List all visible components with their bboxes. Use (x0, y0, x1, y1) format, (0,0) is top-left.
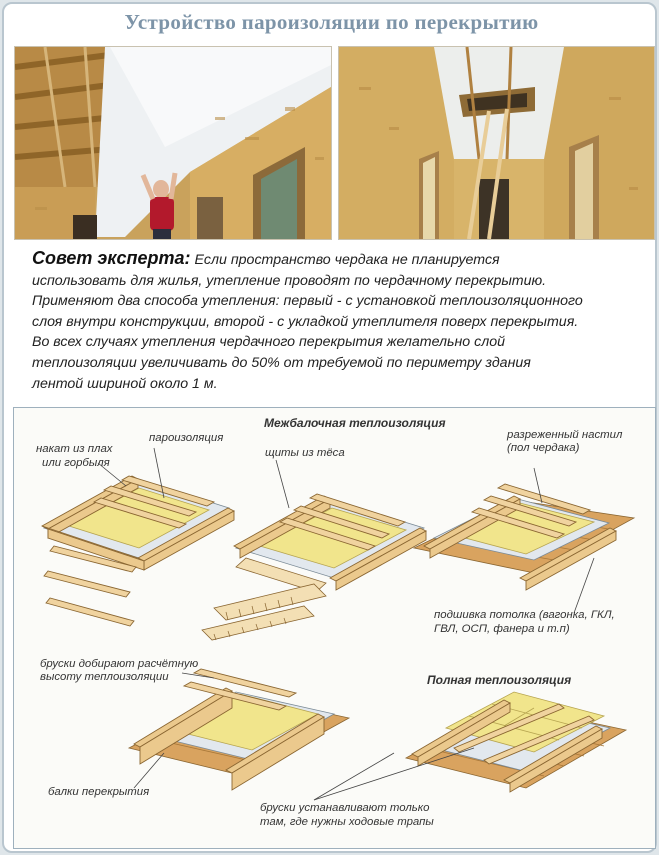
label-beams: балки перекрытия (48, 786, 150, 798)
advice-text-1: Если пространство чердака не планируется (194, 252, 500, 268)
page-frame (2, 2, 657, 853)
scheme-sparse-floor (414, 484, 634, 590)
advice-line-1 (32, 248, 642, 271)
scheme-boards (202, 494, 426, 640)
label-sparse-floor-2: (пол чердака) (507, 442, 580, 454)
page-title: Устройство пароизоляции по перекрытию (124, 10, 539, 34)
label-vapor-barrier: пароизоляция (149, 432, 224, 444)
label-bars-height-2: высоту теплоизоляции (40, 671, 169, 683)
photo-attic-hatch-corridor-image (339, 47, 654, 239)
advice-text-6: теплоизоляции увеличивать до 50% от требуемой по периметру здания (32, 354, 531, 371)
section-full-title: Полная теплоизоляция (427, 673, 572, 687)
expert-advice (32, 248, 642, 394)
photo-vapor-barrier-installation-image (15, 47, 331, 239)
label-bars-walkway-1: бруски устанавливают только (260, 802, 430, 814)
advice-text-5: Во всех случаях утепления чердачного перекрытия желательно слой (32, 334, 506, 351)
advice-text-7: лентой шириной около 1 м. (32, 375, 218, 392)
label-ceiling-lining-2: ГВЛ, ОСП, фанера и т.п) (434, 623, 570, 635)
insulation-diagram (13, 407, 656, 849)
advice-text-3: Применяют два способа утепления: первый - с установкой теплоизоляционного (32, 293, 583, 310)
label-sparse-floor-1: разреженный настил (507, 429, 623, 441)
scheme-planks (42, 476, 234, 626)
section-interbeam-title: Межбалочная теплоизоляция (264, 416, 446, 430)
label-planks-2: или горбыля (42, 457, 110, 469)
label-bars-height-1: бруски добирают расчётную (40, 658, 199, 670)
advice-text-4: слоя внутри конструкции, второй - с укладкой утеплителя поверх перекрытия. (32, 313, 579, 330)
label-boards: щиты из тёса (265, 447, 345, 459)
scheme-bars-height (129, 669, 349, 790)
scheme-full (406, 692, 626, 792)
photo-attic-hatch-corridor (338, 46, 655, 240)
advice-text-2: использовать для жилья, утепление проводят по чердачному перекрытию. (32, 272, 547, 289)
label-bars-walkway-2: там, где нужны ходовые трапы (260, 816, 434, 828)
advice-lead: Совет эксперта: (32, 248, 191, 268)
photo-vapor-barrier-installation (14, 46, 332, 240)
label-ceiling-lining-1: подшивка потолка (вагонка, ГКЛ, (434, 609, 615, 621)
label-planks-1: накат из плах (36, 443, 113, 455)
